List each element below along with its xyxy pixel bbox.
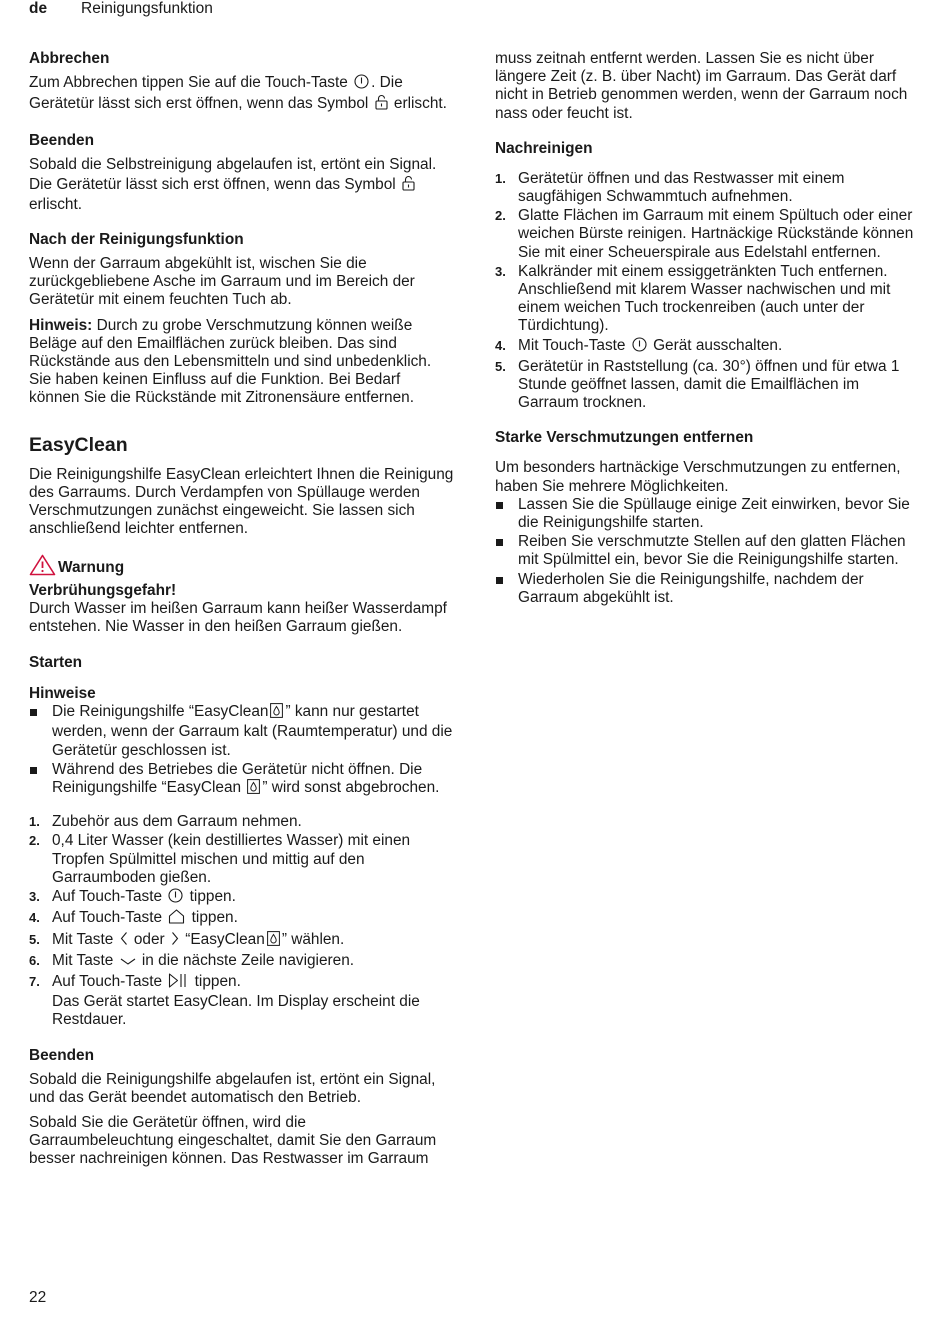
step-item <box>495 170 920 206</box>
warning-subtitle: Verbrühungsgefahr! <box>29 581 177 599</box>
abbrechen-text-c: erlischt. <box>393 95 447 113</box>
step-number: 4. <box>495 337 506 353</box>
easyclean-icon <box>247 779 260 799</box>
abbrechen-text-b: . Die Gerätetür lässt sich erst öffnen, wenn das Symbol <box>29 74 403 113</box>
step-item <box>29 952 454 972</box>
step-number: 4. <box>29 910 40 926</box>
nachreinigen-steps <box>495 170 920 413</box>
step-number: 1. <box>29 814 40 830</box>
beenden-text-1 <box>29 156 454 214</box>
lock-icon <box>402 175 415 196</box>
starten-steps <box>29 813 454 1029</box>
left-column <box>29 50 454 1176</box>
warning-icon <box>29 554 56 581</box>
right-column <box>495 50 920 613</box>
easyclean-icon <box>267 931 280 951</box>
list-item <box>29 703 454 760</box>
step-text-b: Gerät ausschalten. <box>653 336 783 354</box>
step-text-b: tippen. <box>194 972 241 990</box>
hinweise-heading: Hinweise <box>29 685 96 703</box>
beenden-text-b: erlischt. <box>29 195 83 213</box>
continuation-text: muss zeitnah entfernt werden. Lassen Sie es nicht über längere Zeit (z. B. über Nacht) im Garraum. Das Gerät darf nicht in Betrieb genommen werden, wenn der Garraum noch nass oder feucht ist. <box>495 50 908 122</box>
step-item <box>495 207 920 262</box>
step-item <box>29 832 454 887</box>
nachreinigen-heading: Nachreinigen <box>495 139 593 157</box>
language-code: de <box>29 0 48 17</box>
step-text: 0,4 Liter Wasser (kein destilliertes Wasser) mit einen Tropfen Spülmittel mischen und mittig auf den Garraumboden gießen. <box>52 832 411 886</box>
abbrechen-section <box>29 50 454 115</box>
step-text-a: Mit Touch-Taste <box>518 336 626 354</box>
step-number: 5. <box>29 931 40 947</box>
step-number: 2. <box>29 833 40 849</box>
step-number: 3. <box>495 263 506 279</box>
step-number: 5. <box>495 358 506 374</box>
beenden-heading-2: Beenden <box>29 1046 94 1064</box>
abbrechen-text <box>29 74 454 115</box>
step-text: Gerätetür in Raststellung (ca. 30°) öffnen und für etwa 1 Stunde geöffnet lassen, damit die Emailflächen im Garraum trocknen. <box>518 357 900 412</box>
hint-text-b: ” kann nur gestartet werden, wenn der Garraum kalt (Raumtemperatur) und die Gerätetür geschlossen ist. <box>52 703 453 759</box>
step-text-a: Auf Touch-Taste <box>52 909 163 927</box>
easyclean-icon <box>270 703 283 723</box>
hinweise-list <box>29 703 454 799</box>
nach-der-reinigung-section <box>29 231 454 408</box>
step-text: Glatte Flächen im Garraum mit einem Spültuch oder einer weichen Bürste reinigen. Hartnäckige Rückstände können Sie mit einer Scheuerspirale aus Edelstahl entfernen. <box>518 207 914 261</box>
step-text-c: Das Gerät startet EasyClean. Im Display erscheint die Restdauer. <box>52 993 420 1029</box>
step-number: 2. <box>495 208 506 224</box>
abbrechen-heading: Abbrechen <box>29 50 110 67</box>
step-item <box>29 909 454 929</box>
step-item <box>495 337 920 357</box>
step-text-a: Auf Touch-Taste <box>52 888 163 906</box>
warning-heading <box>29 554 454 581</box>
step-text-b: tippen. <box>191 909 238 927</box>
starten-heading: Starten <box>29 654 83 672</box>
step-number: 3. <box>29 889 40 905</box>
step-text-b: tippen. <box>189 888 236 906</box>
beenden-heading-1: Beenden <box>29 132 94 150</box>
power-icon <box>168 888 183 908</box>
step-item <box>29 888 454 908</box>
step-number: 6. <box>29 952 40 968</box>
step-text: Kalkränder mit einem essiggetränkten Tuch entfernen. Anschließend mit klarem Wasser nachwischen und mit einem weichen Tuch trockenreiben (auch unter der Türdichtung). <box>518 262 891 335</box>
hinweis-label: Hinweis: <box>29 316 93 334</box>
step-item <box>29 813 454 831</box>
power-icon <box>354 74 369 94</box>
chevron-right-icon <box>171 931 179 951</box>
step-text-a: Auf Touch-Taste <box>52 972 163 990</box>
step-text: Zubehör aus dem Garraum nehmen. <box>52 813 302 831</box>
step-item <box>29 973 454 1030</box>
warning-text: Durch Wasser im heißen Garraum kann heißer Wasserdampf entstehen. Nie Wasser in den heißen Garraum gießen. <box>29 599 447 636</box>
beenden-text-a: Sobald die Selbstreinigung abgelaufen ist, ertönt ein Signal. Die Gerätetür lässt sich erst öffnen, wenn das Symbol <box>29 156 437 193</box>
hint-text-b: ” wird sonst abgebrochen. <box>262 779 440 797</box>
section-name: Reinigungsfunktion <box>81 0 213 17</box>
starke-verschmutzungen-intro: Um besonders hartnäckige Verschmutzungen zu entfernen, haben Sie mehrere Möglichkeiten. <box>495 459 901 495</box>
step-item <box>495 358 920 413</box>
beenden-text-2a: Sobald die Reinigungshilfe abgelaufen ist, ertönt ein Signal, und das Gerät beendet automatisch den Betrieb. <box>29 1070 436 1106</box>
lock-icon <box>375 94 388 115</box>
power-icon <box>632 337 647 357</box>
starke-verschmutzungen-list <box>495 496 920 607</box>
play-pause-icon <box>168 973 188 993</box>
step-number: 1. <box>495 170 506 186</box>
home-icon <box>168 909 185 929</box>
warning-title: Warnung <box>58 558 125 576</box>
abbrechen-text-a: Zum Abbrechen tippen Sie auf die Touch-Taste <box>29 74 348 91</box>
beenden-text-2b: Sobald Sie die Gerätetür öffnen, wird die Garraumbeleuchtung eingeschaltet, damit Sie den Garraum besser nachreinigen können. Das Restwasser im Garraum <box>29 1113 437 1168</box>
step-text-b: in die nächste Zeile navigieren. <box>141 951 355 969</box>
hinweis-text: Durch zu grobe Verschmutzung können weiße Beläge auf den Emailflächen zurück bleiben. Das sind Rückstände aus den Lebensmitteln und sind unbedenklich. Sie haben keinen Einfluss auf die Funktion. Bei Bedarf können Sie die Rückstände mit Zitronensäure entfernen. <box>29 316 432 407</box>
easyclean-heading: EasyClean <box>29 433 128 456</box>
hinweis-paragraph <box>29 317 454 408</box>
list-item <box>29 761 454 799</box>
chevron-left-icon <box>120 931 128 951</box>
step-text-a: Mit Taste <box>52 951 114 969</box>
chevron-down-icon <box>120 954 136 972</box>
list-item: Wiederholen Sie die Reinigungshilfe, nachdem der Garraum abgekühlt ist. <box>495 571 920 607</box>
nach-der-reinigung-heading: Nach der Reinigungsfunktion <box>29 231 244 249</box>
hint-text-a: Während des Betriebes die Gerätetür nicht öffnen. Die Reinigungshilfe “EasyClean <box>52 760 423 797</box>
starke-verschmutzungen-heading: Starke Verschmutzungen entfernen <box>495 429 754 447</box>
list-item: Reiben Sie verschmutzte Stellen auf den glatten Flächen mit Spülmittel ein, bevor Sie die Reinigungshilfe starten. <box>495 533 920 569</box>
step-text-a: Mit Taste <box>52 930 114 948</box>
step-item <box>29 931 454 951</box>
list-item: Lassen Sie die Spüllauge einige Zeit einwirken, bevor Sie die Reinigungshilfe starten. <box>495 496 920 532</box>
step-text-c: “EasyClean <box>185 930 265 948</box>
hint-text-a: Die Reinigungshilfe “EasyClean <box>52 703 269 721</box>
step-text-d: ” wählen. <box>281 930 345 948</box>
page-number: 22 <box>29 1289 47 1306</box>
step-text-b: oder <box>133 930 165 948</box>
step-item <box>495 263 920 336</box>
step-text: Gerätetür öffnen und das Restwasser mit einem saugfähigen Schwammtuch aufnehmen. <box>518 169 845 206</box>
easyclean-intro: Die Reinigungshilfe EasyClean erleichtert Ihnen die Reinigung des Garraums. Durch Verdampfen von Spüllauge werden Verschmutzungen zunächst eingeweicht. Sie lassen sich anschließend leichter entfernen. <box>29 465 454 538</box>
beenden-section-1 <box>29 132 454 214</box>
step-number: 7. <box>29 973 40 989</box>
nach-der-reinigung-text: Wenn der Garraum abgekühlt ist, wischen Sie die zurückgebliebene Asche im Garraum und im Bereich der Gerätetür mit einem feuchten Tuch ab. <box>29 255 415 309</box>
